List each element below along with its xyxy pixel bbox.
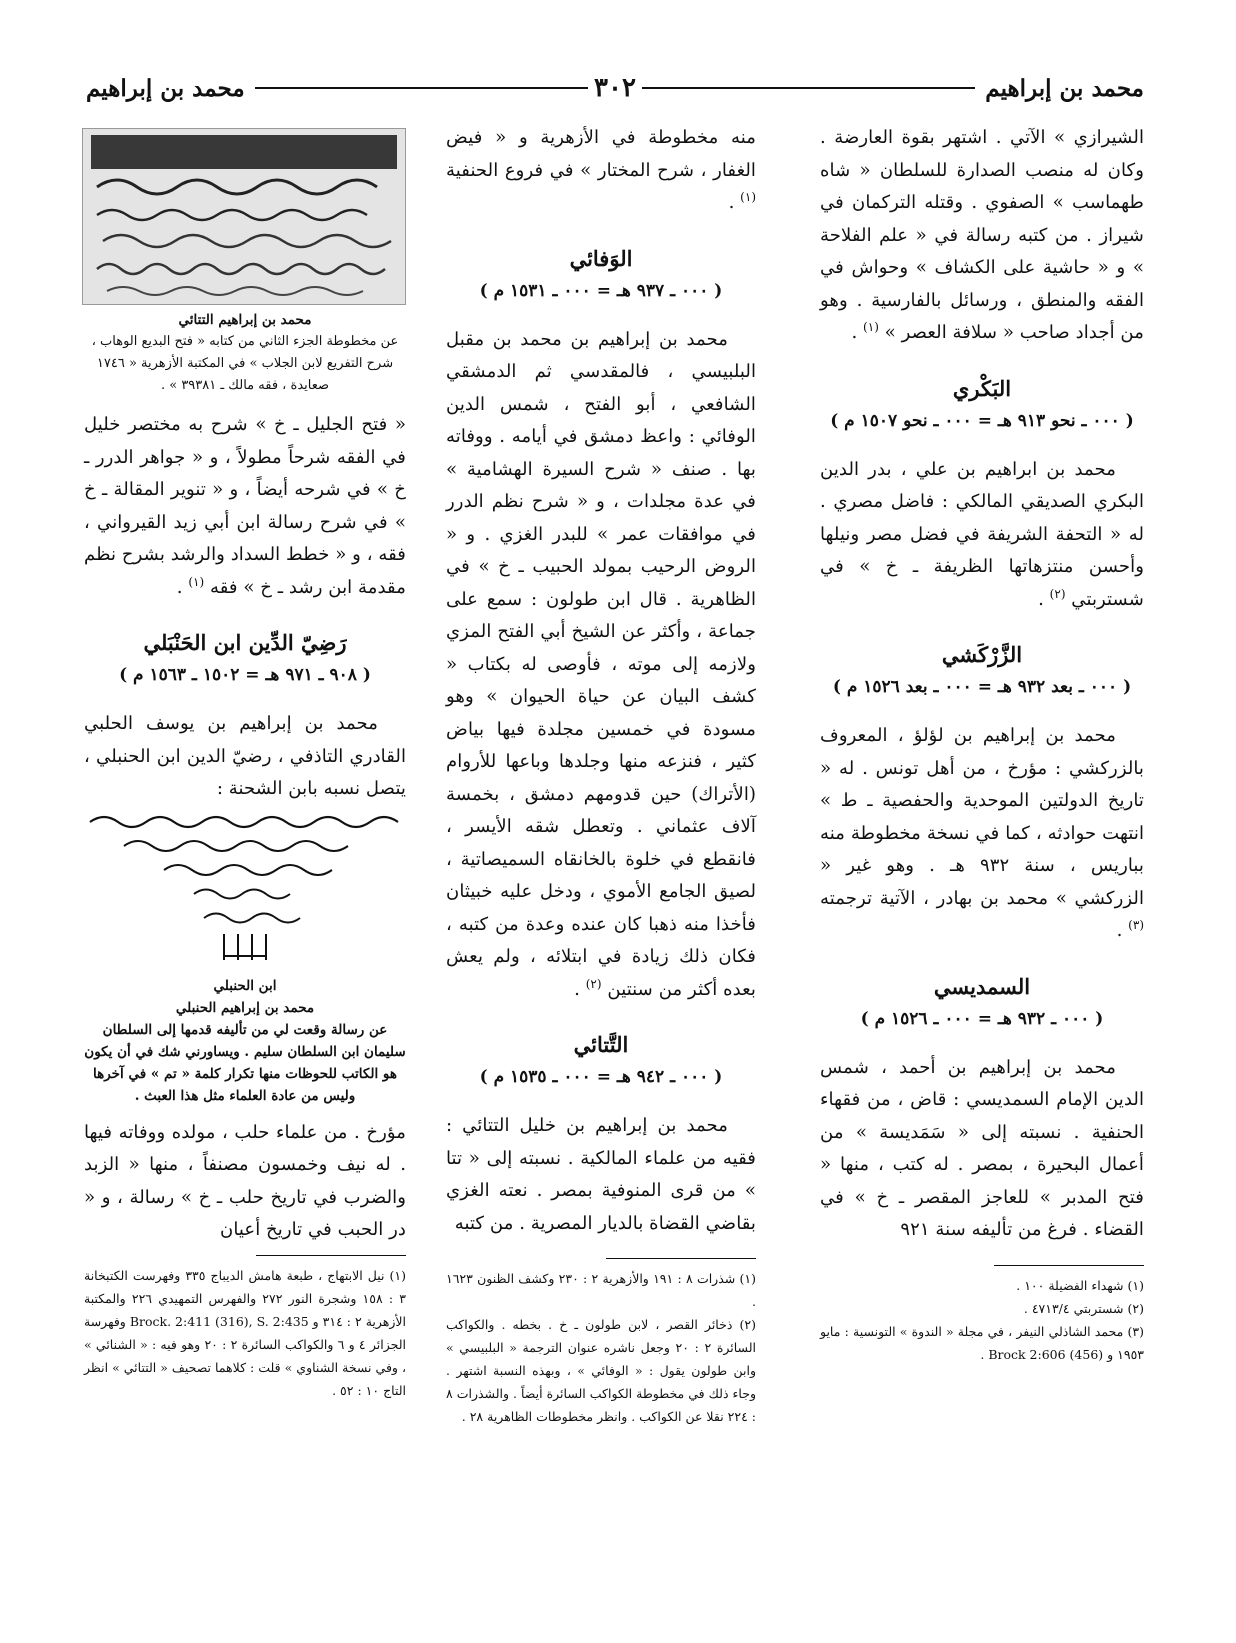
entry-text-hanbali-continued: مؤرخ . من علماء حلب ، مولده ووفاته فيها . له نيف وخمسون مصنفاً ، منها « الزبد والضرب في تاريخ حلب ـ خ » رسالة ، و « در الحبب في تاريخ أعيان bbox=[84, 1121, 406, 1240]
column-left bbox=[84, 128, 406, 1402]
footnote-rule bbox=[994, 1265, 1144, 1266]
page-header bbox=[86, 68, 1144, 108]
footnote: (١) شهداء الفضيلة ١٠٠ . bbox=[1016, 1277, 1144, 1293]
entry-text-zarkashi: محمد بن إبراهيم بن لؤلؤ ، المعروف بالزركشي : مؤرخ ، من أهل تونس . له « تاريخ الدولتين الموحدية والحفصية ـ ط » انتهت حوادثه ، كما في نسخة مخطوطة منه بباريس ، سنة ٩٣٢ هـ . وهو غير « الزركشي » محمد بن بهادر ، الآتية ترجمته $^{(٣)}$ . bbox=[820, 725, 1144, 941]
caption-title: محمد بن إبراهيم التتائي bbox=[178, 312, 312, 328]
entry-heading-bakri: البَكْري bbox=[952, 375, 1012, 401]
entry-heading-samadisi: السمديسي bbox=[933, 973, 1031, 999]
page-number: ٣٠٢ bbox=[594, 73, 636, 103]
entry-dates-samadisi: ( ٠٠٠ ـ ٩٣٢ هـ = ٠٠٠ ـ ١٥٢٦ م ) bbox=[860, 1008, 1104, 1029]
entry-text-hanbali: محمد بن إبراهيم بن يوسف الحلبي القادري التاذفي ، رضيّ الدين ابن الحنبلي ، يتصل نسبه بابن الشحنة : bbox=[84, 713, 406, 799]
footnote-ref: (٢) bbox=[1049, 586, 1066, 601]
footnote: (٣) محمد الشاذلي النيفر ، في مجلة « الندوة » التونسية : مايو ١٩٥٣ و Brock 2:606 (456) . bbox=[820, 1323, 1144, 1362]
footnote-ref: (٢) bbox=[585, 976, 602, 991]
entry-text-wafai: محمد بن إبراهيم بن محمد بن مقبل البلبيسي ، فالمقدسي ثم الدمشقي الشافعي ، أبو الفتح ، شمس الدين الوفائي : واعظ دمشق في أيامه . ووفاته بها . صنف « شرح السيرة الهشامية » في عدة مجلدات ، و « شرح نظم الدرر في موافقات عمر » للبدر الغزي . و « الروض الرحيب بمولد الحبيب ـ خ » في الظاهرية . قال ابن طولون : سمع على جماعة ، وأكثر عن الشيخ أبي الفتح المزي ولازمه إلى موته ، فأوصى له بكتاب « كشف البيان عن حياة الحيوان » وهو مسودة في خمسين مجلدة فيها بياض كثير ، فنزعه منها وجلدها وباعها للأروام (الأتراك) حين قدومهم دمشق ، بخمسة آلاف عثماني . وتعطل شقه الأيسر ، فانقطع في خلوة بالخانقاه السميصاتية ، لصيق الجامع الأموي ، ودخل عليه خبيثان فأخذا منه ذهبا كان عنده وعدة من كتبه ، فكان ذلك زيادة في ابتلائه ، ولم يعش بعده أكثر من سنتين $^{(٢)}$ . bbox=[446, 328, 756, 1000]
footnote: (٢) ذخائر القصر ، لابن طولون ـ خ . بخطه . والكواكب السائرة ٢ : ٢٠ وجعل ناشره عنوان الترجمة « البلبيسي » وابن طولون يقول : « الوفائي » ، وبهذه النسبة اشتهر . وجاء ذلك في مخطوطة الكواكب السائرة أيضاً . والشذرات ٨ : ٢٢٤ نقلا عن الكواكب . وانظر مخطوطات الظاهرية ٢٨ . bbox=[446, 1317, 756, 1424]
running-title-right: محمد بن إبراهيم bbox=[985, 74, 1144, 102]
header-rule bbox=[255, 87, 588, 89]
manuscript-handwriting bbox=[83, 129, 405, 304]
entry-dates-zarkashi: ( ٠٠٠ ـ بعد ٩٣٢ هـ = ٠٠٠ ـ بعد ١٥٢٦ م ) bbox=[832, 677, 1132, 697]
header-center bbox=[255, 73, 976, 103]
footnote-ref: (١) bbox=[863, 319, 879, 334]
signature-caption bbox=[84, 975, 406, 1107]
entry-heading-zarkashi: الزَّرْكَشي bbox=[941, 642, 1023, 667]
footnote-rule bbox=[256, 1255, 406, 1256]
manuscript-caption bbox=[84, 309, 406, 397]
footnotes bbox=[446, 1267, 756, 1428]
entry-text-samadisi: محمد بن إبراهيم بن أحمد ، شمس الدين الإمام السمديسي : قاض ، من فقهاء الحنفية . نسبته إلى « سَمَديسة » من أعمال البحيرة ، بمصر . له كتب ، منها « فتح المدبر » للعاجز المقصر ـ خ » في القضاء . فرغ من تأليفه سنة ٩٢١ bbox=[820, 1056, 1144, 1240]
running-title-left: محمد بن إبراهيم bbox=[86, 74, 245, 102]
caption-title: ابن الحنبلي bbox=[213, 977, 277, 994]
handwritten-signature-image bbox=[84, 806, 406, 971]
footnote: (١) نيل الابتهاج ، طبعة هامش الديباج ٣٣٥ وفهرست الكتبخانة ٣ : ١٥٨ وشجرة النور ٢٧٢ والفهرس التمهيدي ٢٢٦ والمكتبة الأزهرية ٢ : ٣١٤ و Brock. 2:411 (316), S. 2:435 وفهرسة الجزائر ٤ و ٦ والكواكب السائرة ٢ : ٢٠ وهو فيه : « الشنائي » ، وفي نسخة الشناوي » قلت : كلاهما تصحيف « التتائي » انظر التاج ١٠ : ٥٢ . bbox=[84, 1267, 407, 1398]
footnote-ref: (١) bbox=[188, 574, 205, 589]
entry-dates-bakri: ( ٠٠٠ ـ نحو ٩١٣ هـ = ٠٠٠ ـ نحو ١٥٠٧ م ) bbox=[830, 410, 1134, 431]
column-right bbox=[820, 122, 1144, 1366]
signature-handwriting bbox=[84, 806, 406, 971]
header-rule bbox=[642, 87, 975, 89]
entry-text-tatai: محمد بن إبراهيم بن خليل التتائي : فقيه من علماء المالكية . نسبته إلى « تتا » من قرى المنوفية بمصر . نعته الغزي بقاضي القضاة بالديار المصرية . من كتبه bbox=[446, 1115, 756, 1234]
footnote-ref: (٣) bbox=[1128, 917, 1144, 932]
footnote: (١) شذرات ٨ : ١٩١ والأزهرية ٢ : ٢٣٠ وكشف الظنون ١٦٢٣ . bbox=[446, 1271, 756, 1309]
caption-text: عن مخطوطة الجزء الثاني من كتابه « فتح البديع الوهاب ، شرح التفريع لابن الجلاب » في المكتبة الأزهرية « ١٧٤٦ صعايدة ، فقه مالك ـ ٣٩٣٨١ » . bbox=[91, 334, 399, 393]
footnote-rule bbox=[606, 1258, 756, 1259]
footnote-ref: (١) bbox=[740, 189, 756, 204]
entry-dates-tatai: ( ٠٠٠ ـ ٩٤٢ هـ = ٠٠٠ ـ ١٥٣٥ م ) bbox=[479, 1067, 723, 1087]
entry-text-bakri: محمد بن ابراهيم بن علي ، بدر الدين البكري الصديقي المالكي : فاضل مصري . له « التحفة الشريفة في فضل مصر ونيلها وأحسن منتزهاتها الظريفة ـ خ » في شستربتي $^{(٢)}$ . bbox=[820, 458, 1144, 610]
continuation-paragraph: الشيرازي » الآتي . اشتهر بقوة العارضة . وكان له منصب الصدارة للسلطان « شاه طهماسب » الصفوي . وقتله التركمان في شيراز . من كتبه رسالة في « علم الفلاحة » و « حاشية على الكشاف » وحواش في الفقه والمنطق ، ورسائل بالفارسية . وهو من أجداد صاحب « سلافة العصر » $^{(١)}$ . bbox=[820, 127, 1144, 343]
column-middle bbox=[446, 122, 756, 1428]
caption-text: عن رسالة وقعت لي من تأليفه قدمها إلى السلطان سليمان ابن السلطان سليم . ويساورني شك في أن يكون هو الكاتب للحوظات منها تكرار كلمة « تم » في آخرها وليس من عادة العلماء مثل هذا العبث . bbox=[84, 1021, 406, 1104]
caption-subtitle: محمد بن إبراهيم الحنبلي bbox=[175, 999, 315, 1016]
footnotes bbox=[820, 1274, 1144, 1366]
footnotes bbox=[84, 1264, 406, 1402]
entry-dates-wafai: ( ٠٠٠ ـ ٩٣٧ هـ = ٠٠٠ ـ ١٥٣١ م ) bbox=[479, 280, 723, 301]
manuscript-image bbox=[82, 128, 406, 305]
footnote: (٢) شستربتي ٤٧١٣/٤ . bbox=[1023, 1300, 1144, 1316]
entry-dates-hanbali: ( ٩٠٨ ـ ٩٧١ هـ = ١٥٠٢ ـ ١٥٦٣ م ) bbox=[119, 665, 371, 685]
entry-heading-wafai: الوَفائي bbox=[569, 245, 633, 271]
continuation-paragraph: منه مخطوطة في الأزهرية و « فيض الغفار ، شرح المختار » في فروع الحنفية $^{(١)}$ . bbox=[446, 127, 756, 213]
entry-heading-hanbali: رَضِيّ الدِّين ابن الحَنْبَلي bbox=[143, 630, 347, 655]
continuation-paragraph: « فتح الجليل ـ خ » شرح به مختصر خليل في الفقه شرحاً مطولاً ، و « جواهر الدرر ـ خ » في شرحه أيضاً ، و « تنوير المقالة ـ خ » في شرح رسالة ابن أبي زيد القيرواني ، فقه ، و « خطط السداد والرشد بشرح نظم مقدمة ابن رشد ـ خ » فقه $^{(١)}$ . bbox=[84, 414, 406, 598]
entry-heading-tatai: التَّتائي bbox=[573, 1032, 629, 1057]
